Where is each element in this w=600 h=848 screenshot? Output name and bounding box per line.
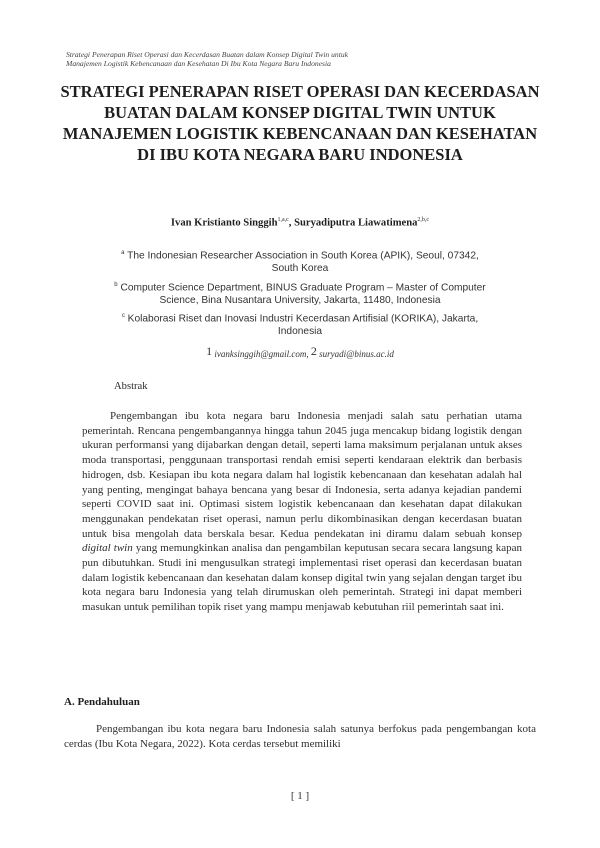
abstract-text: yang memungkinkan analisa dan pengambilan keputusan secara secara langsung kapan pun dibutuhkan. Studi ini mengusulkan strategi implementasi riset operasi dan kecerdasan buatan dalam logistik kebencanaan dan kesehatan dalam konsep digital twin yang sejalan dengan target ibu kota negara baru Indonesia yang telah dirumuskan oleh pemerintah. Strategi ini dapat memberi masukan untuk pemilihan topik riset yang mampu menjawab kebutuhan riil pemerintah saat ini. bbox=[82, 542, 522, 614]
affiliation bbox=[85, 279, 515, 307]
author-name: Ivan Kristianto Singgih bbox=[170, 217, 278, 229]
affiliation-line: The Indonesian Researcher Association in South Korea (APIK), Seoul, 07342, bbox=[127, 250, 479, 262]
abstract-italic-term: digital twin bbox=[82, 542, 133, 555]
affiliation-mark: c bbox=[121, 313, 125, 319]
email-number: 2 bbox=[310, 344, 317, 358]
section-heading: A. Pendahuluan bbox=[64, 696, 140, 708]
abstract-heading: Abstrak bbox=[114, 381, 148, 392]
author-list bbox=[60, 217, 540, 229]
running-header bbox=[66, 50, 536, 68]
author-name: Suryadiputra Liawatimena bbox=[294, 217, 418, 229]
running-header-line-1: Strategi Penerapan Riset Operasi dan Kecerdasan Buatan dalam Konsep Digital Twin untuk bbox=[66, 50, 349, 59]
abstract-body bbox=[82, 409, 522, 615]
page-number: [ 1 ] bbox=[290, 790, 310, 802]
paper-title bbox=[40, 81, 560, 165]
title-line-2: BUATAN DALAM KONSEP DIGITAL TWIN UNTUK bbox=[104, 103, 496, 122]
affiliation-line: Computer Science Department, BINUS Graduate Program – Master of Computer bbox=[120, 282, 486, 294]
author-superscript: 1,a,c bbox=[277, 217, 289, 223]
body-paragraph: Pengembangan ibu kota negara baru Indonesia salah satunya berfokus pada pengembangan kota cerdas (Ibu Kota Negara, 2022). Kota cerdas tersebut memiliki bbox=[64, 723, 536, 750]
title-line-1: STRATEGI PENERAPAN RISET OPERASI DAN KECERDASAN bbox=[60, 82, 540, 101]
affiliation-line: South Korea bbox=[271, 263, 329, 275]
affiliation-line: Indonesia bbox=[277, 326, 323, 338]
title-line-4: DI IBU KOTA NEGARA BARU INDONESIA bbox=[137, 145, 463, 164]
section-body bbox=[64, 722, 536, 752]
email-link[interactable]: suryadi@binus.ac.id bbox=[319, 349, 394, 359]
author-separator: , bbox=[288, 217, 295, 229]
affiliation-mark: b bbox=[114, 282, 118, 288]
affiliation bbox=[85, 247, 515, 275]
affiliation-line: Science, Bina Nusantara University, Jakarta, 11480, Indonesia bbox=[159, 295, 441, 307]
author-emails bbox=[90, 344, 510, 359]
affiliation bbox=[85, 310, 515, 338]
title-line-3: MANAJEMEN LOGISTIK KEBENCANAAN DAN KESEHATAN bbox=[62, 124, 538, 143]
affiliation-line: Kolaborasi Riset dan Inovasi Industri Kecerdasan Artifisial (KORIKA), Jakarta, bbox=[127, 313, 479, 325]
email-number: 1 bbox=[206, 344, 213, 358]
author-superscript: 2,b,c bbox=[417, 217, 430, 223]
running-header-line-2: Manajemen Logistik Kebencanaan dan Kesehatan Di Ibu Kota Negara Baru Indonesia bbox=[66, 59, 331, 68]
affiliation-mark: a bbox=[121, 250, 125, 256]
email-link[interactable]: ivanksinggih@gmail.com, bbox=[214, 349, 309, 359]
abstract-text: Pengembangan ibu kota negara baru Indonesia menjadi salah satu perhatian utama pemerintah. Rencana pengembangannya hingga tahun 2045 juga mencakup bidang logistik dengan ukuran performansi yang dijabarkan dengan detail, seperti lama maksimum perjalanan untuk akses moda transportasi, penggunaan transportasi rendah emisi seperti kendaraan elektrik dan berbasis hidrogen, dsb. Kesiapan ibu kota negara dalam hal logistik kebencanaan dan kesehatan adalah hal yang penting, mengingat bahaya bencana yang besar di Indonesia, serta adanya kejadian pandemi seperti COVID saat ini. Optimasi sistem logistik kebencanaan dan kesehatan dapat dilakukan menggunakan pendekatan riset operasi, namun perlu dikombinasikan dengan kecerdasan buatan untuk bisa mengolah data berskala besar. Kedua pendekatan ini diramu dalam sebuah konsep bbox=[82, 410, 522, 540]
